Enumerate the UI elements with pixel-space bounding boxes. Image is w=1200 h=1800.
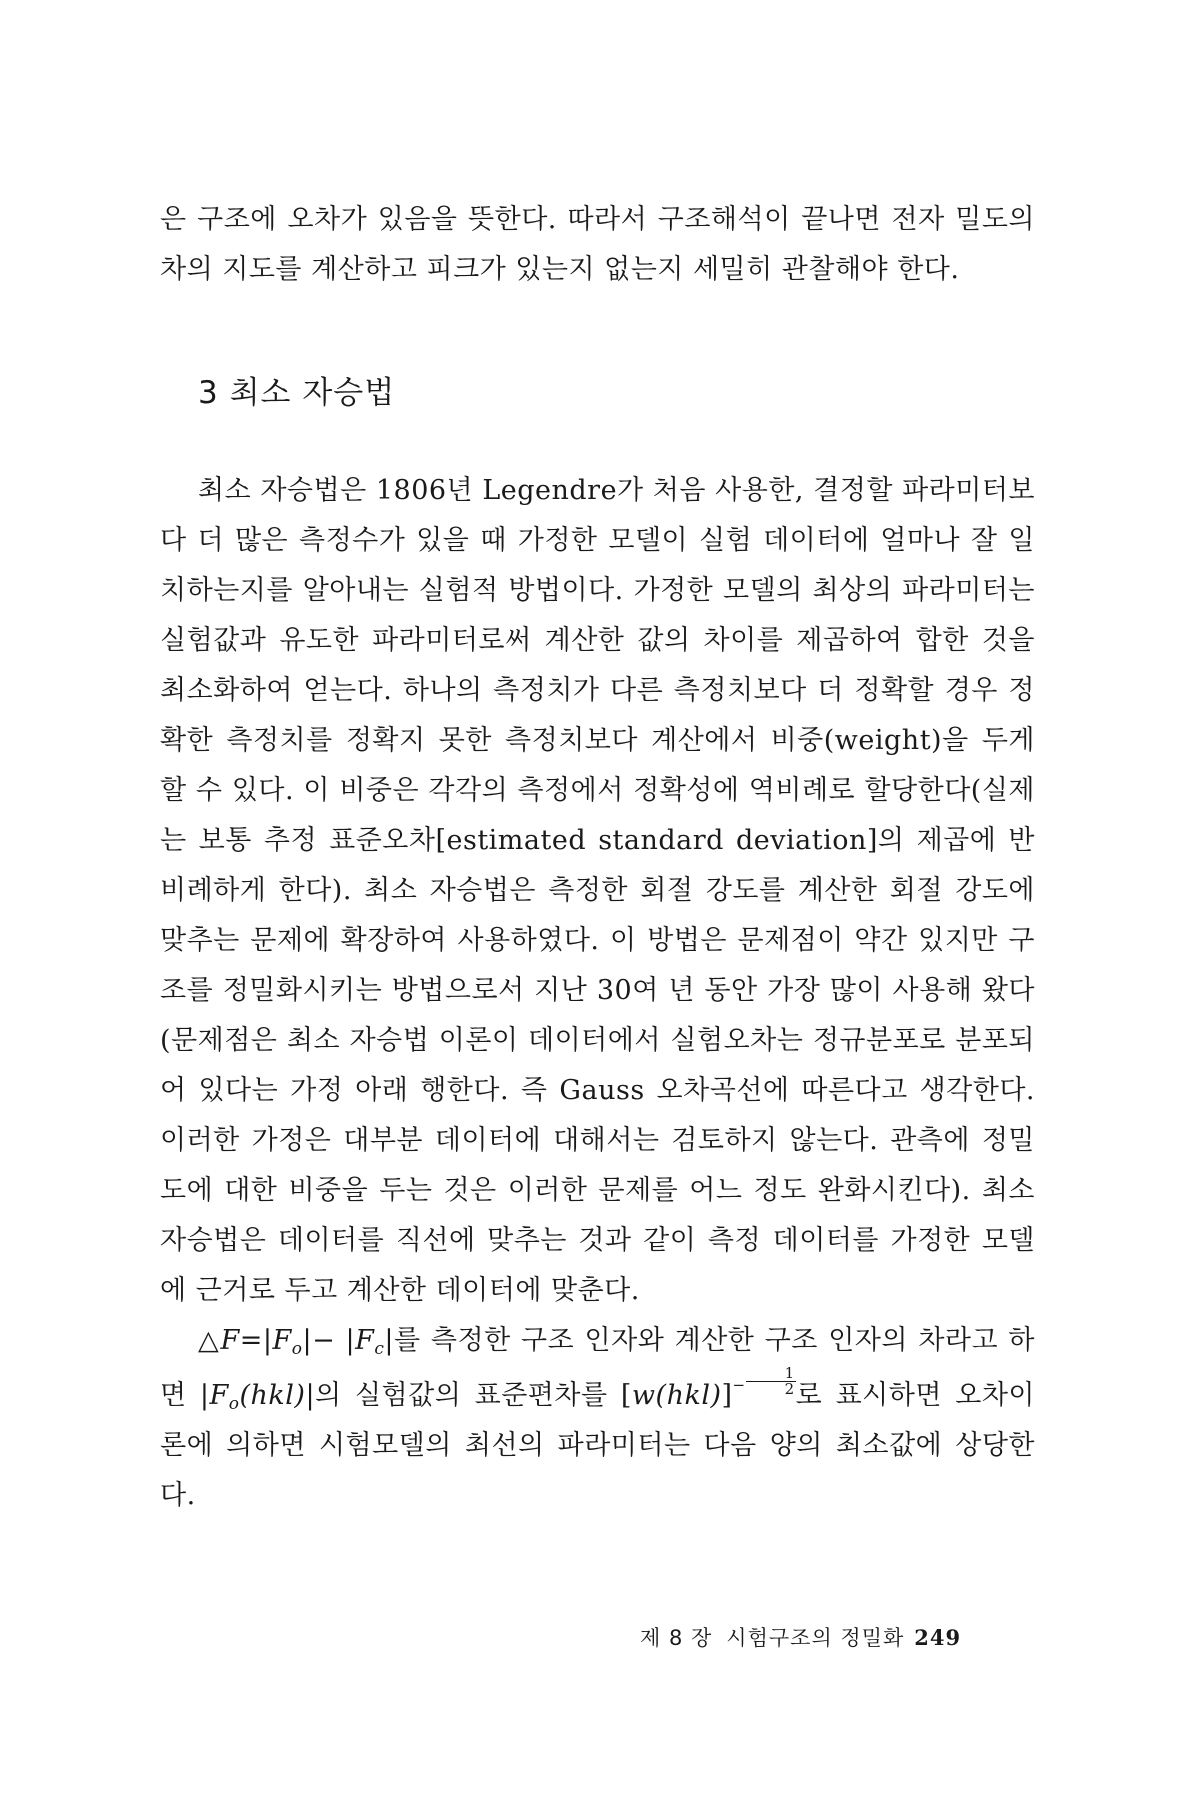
fraction-numerator: 1	[746, 1366, 796, 1382]
subscript-o: o	[291, 1339, 303, 1359]
page-footer	[640, 1622, 1040, 1652]
delta-f-text: △F=|F	[198, 1325, 292, 1356]
hkl-1: (hkl)	[239, 1380, 306, 1411]
subscript-c: c	[374, 1339, 385, 1359]
intro-paragraph: 은 구조에 오차가 있음을 뜻한다. 따라서 구조해석이 끝나면 전자 밀도의 차의 지도를 계산하고 피크가 있는지 없는지 세밀히 관찰해야 한다.	[160, 204, 1035, 285]
fraction-denominator: 2	[784, 1380, 795, 1398]
exponent-fraction	[746, 1366, 796, 1397]
page-body	[160, 195, 1035, 1521]
page-number: 249	[914, 1625, 962, 1650]
paragraph-delta-f	[160, 1316, 1035, 1521]
subscript-o-2: o	[228, 1394, 240, 1414]
text-segment-c: 로 표시하면 오차이론에 의하면 시험모델의 최선의 파라미터는 다음 양의 최소값에 상당한다.	[160, 1380, 1035, 1511]
exponent-sign: −	[732, 1376, 746, 1394]
text-segment-a: |를 측정한 구조 인자와 계산한 구조 인자의 차라고 하면 |	[160, 1325, 1035, 1411]
paragraph-least-squares: 최소 자승법은 1806년 Legendre가 처음 사용한, 결정할 파라미터보다 더 많은 측정수가 있을 때 가정한 모델이 실험 데이터에 얼마나 잘 일치하는지를 알아내는 실험적 방법이다. 가정한 모델의 최상의 파라미터는 실험값과 유도한 파라미터로써 계산한 값의 차이를 제곱하여 합한 것을 최소화하여 얻는다. 하나의 측정치가 다른 측정치보다 더 정확할 경우 정확한 측정치를 정확지 못한 측정치보다 계산에서 비중(weight)을 두게 할 수 있다. 이 비중은 각각의 측정에서 정확성에 역비례로 할당한다(실제는 보통 추정 표준오차[estimated standard deviation]의 제곱에 반비례하게 한다). 최소 자승법은 측정한 회절 강도를 계산한 회절 강도에 맞추는 문제에 확장하여 사용하였다. 이 방법은 문제점이 약간 있지만 구조를 정밀화시키는 방법으로서 지난 30여 년 동안 가장 많이 사용해 왔다(문제점은 최소 자승법 이론이 데이터에서 실험오차는 정규분포로 분포되어 있다는 가정 아래 행한다. 즉 Gauss 오차곡선에 따른다고 생각한다. 이러한 가정은 대부분 데이터에 대해서는 검토하지 않는다. 관측에 정밀도에 대한 비중을 두는 것은 이러한 문제를 어느 정도 완화시킨다). 최소 자승법은 데이터를 직선에 맞추는 것과 같이 측정 데이터를 가정한 모델에 근거로 두고 계산한 데이터에 맞춘다.	[160, 475, 1035, 1306]
w-symbol: w	[631, 1380, 656, 1411]
minus-fc-text: |− |F	[302, 1325, 375, 1356]
section-heading: 3 최소 자승법	[198, 375, 396, 411]
text-segment-b: |의 실험값의 표준편차를 [	[305, 1380, 632, 1411]
f-symbol: F	[209, 1380, 229, 1411]
chapter-label: 제 8 장	[640, 1626, 713, 1650]
hkl-2: (hkl)	[655, 1380, 722, 1411]
bracket-close: ]	[721, 1380, 733, 1411]
chapter-title: 시험구조의 정밀화	[726, 1626, 905, 1650]
